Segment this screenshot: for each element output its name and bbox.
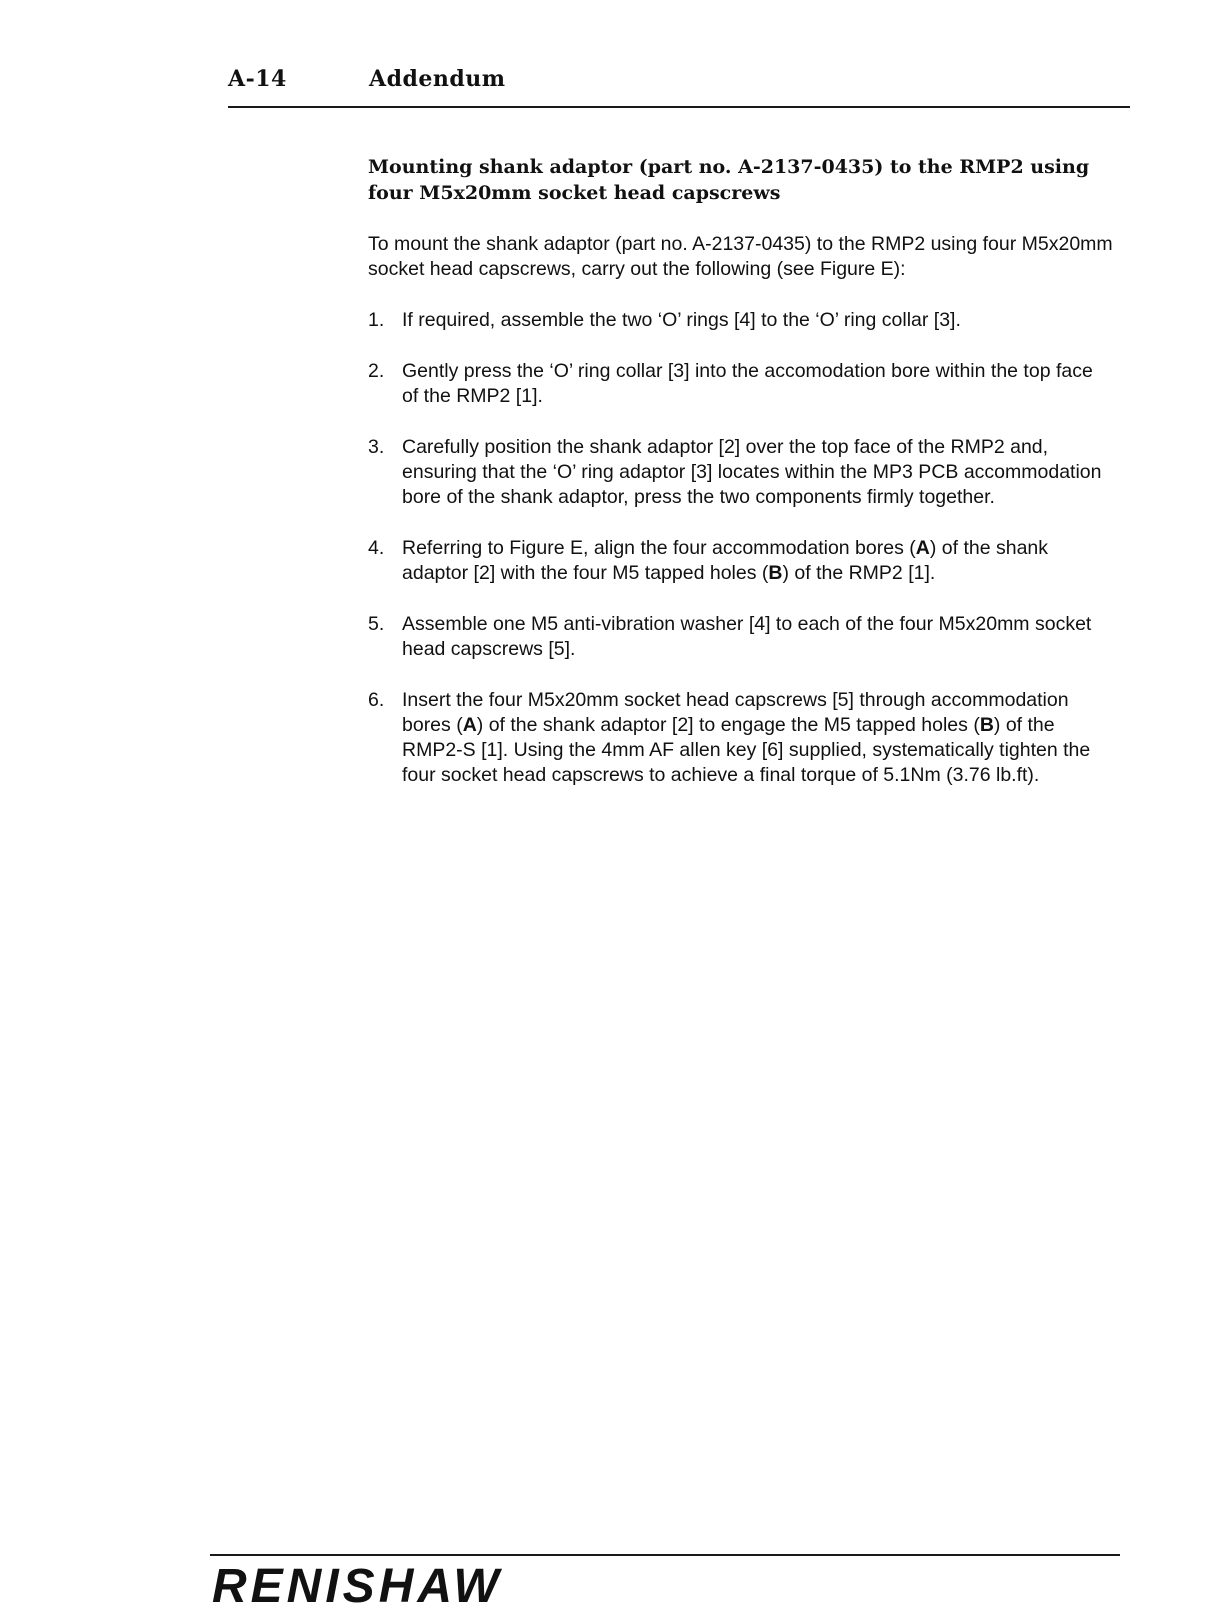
step-5 xyxy=(368,612,1113,662)
step-number: 4. xyxy=(368,537,385,559)
step-text: Gently press the ‘O’ ring collar [3] into the accomodation bore within the top face of the RMP2 [1]. xyxy=(402,360,1093,407)
step-text: If required, assemble the two ‘O’ rings [4] to the ‘O’ ring collar [3]. xyxy=(402,309,961,331)
step-text xyxy=(402,689,1090,786)
step-text xyxy=(402,537,1048,584)
step-number: 3. xyxy=(368,436,385,458)
step-number: 1. xyxy=(368,309,385,331)
footer-rule xyxy=(210,1554,1120,1556)
page-header xyxy=(228,64,1130,108)
instruction-steps xyxy=(368,308,1113,788)
hole-label-b: B xyxy=(979,714,994,736)
step-1 xyxy=(368,308,1113,333)
step-3 xyxy=(368,435,1113,510)
step-4 xyxy=(368,536,1113,586)
hole-label-b: B xyxy=(768,562,783,584)
step-text: Assemble one M5 anti-vibration washer [4] to each of the four M5x20mm socket head capscrews [5]. xyxy=(402,613,1092,660)
step-text-segment: ) of the RMP2 [1]. xyxy=(782,562,936,584)
bore-label-a: A xyxy=(915,537,930,559)
step-text-segment: Insert the four M5x20mm socket head capscrews [5] through accommodation bores ( xyxy=(402,689,1069,736)
step-text: Carefully position the shank adaptor [2] over the top face of the RMP2 and, ensuring that the ‘O’ ring adaptor [3] locates within the MP3 PCB accommodation bore of the shank adaptor, press the two components firmly together. xyxy=(402,436,1102,508)
step-text-segment: ) of the RMP2-S [1]. Using the 4mm AF allen key [6] supplied, systematically tighten the four socket head capscrews to achieve a final torque of 5.1Nm (3.76 lb.ft). xyxy=(402,714,1091,786)
step-number: 5. xyxy=(368,613,385,635)
renishaw-logo xyxy=(212,1560,652,1611)
logo-wordmark: RENISHAW xyxy=(212,1560,503,1611)
main-content xyxy=(368,154,1113,814)
intro-paragraph: To mount the shank adaptor (part no. A-2137-0435) to the RMP2 using four M5x20mm socket head capscrews, carry out the following (see Figure E): xyxy=(368,233,1113,280)
bore-label-a: A xyxy=(462,714,477,736)
step-number: 6. xyxy=(368,689,385,711)
step-text-segment: ) of the shank adaptor [2] to engage the M5 tapped holes ( xyxy=(476,714,980,736)
step-6 xyxy=(368,688,1113,788)
step-text-segment: Referring to Figure E, align the four accommodation bores ( xyxy=(402,537,916,559)
section-heading: Mounting shank adaptor (part no. A-2137-0435) to the RMP2 using four M5x20mm socket head capscrews xyxy=(368,156,1090,204)
step-number: 2. xyxy=(368,360,385,382)
step-2 xyxy=(368,359,1113,409)
page-number: A-14 xyxy=(228,66,287,92)
step-text-segment: ) of the shank adaptor [2] with the four M5 tapped holes ( xyxy=(402,537,1049,584)
chapter-title: Addendum xyxy=(369,66,506,92)
